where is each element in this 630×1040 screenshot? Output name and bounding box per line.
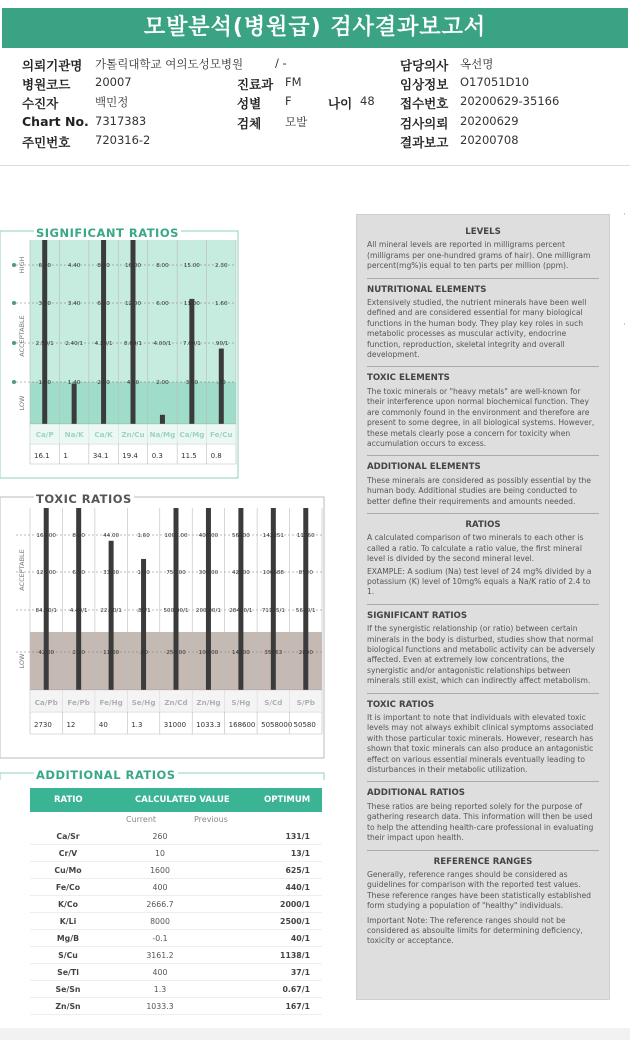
tick-label: 250.00 [166, 650, 186, 656]
tick-label: 2.50/1 [35, 341, 54, 347]
tick-label: 11.00 [103, 650, 120, 656]
tick-label: 12.00 [124, 301, 142, 307]
table-row [30, 828, 322, 845]
ratio-name: Ca/Sr [56, 832, 80, 841]
current-value: -0.1 [152, 934, 168, 943]
current-value: 1.3 [153, 985, 167, 994]
optimum-value: 167/1 [285, 1002, 310, 1011]
tick-label: 2.00 [156, 380, 169, 386]
tick-dot [12, 341, 16, 345]
zone-label: ACCEPTABLE [18, 549, 26, 591]
ratio-value-label: 11.5 [181, 452, 197, 460]
tick-label: 1000.00 [164, 533, 188, 539]
ratio-value-label: 2730 [34, 721, 52, 729]
additional-ratios-text: These ratios are being reported solely for the purpose of gathering research data. This information will then be used to help the attending health-care professional in evaluating their impact upon health. [367, 801, 594, 843]
tick-label: 4.00 [126, 380, 140, 386]
tick-label: 6.60 [72, 570, 85, 576]
table-body [30, 828, 322, 1015]
ratios-example: EXAMPLE: A sodium (Na) test level of 24 mg% divided by a potassium (K) level of 10mg% equals a Na/K ratio of 2.4 to 1. [367, 566, 592, 597]
report-date-value: 20200708 [460, 133, 519, 147]
zone-label: ACCEPTABLE [18, 315, 26, 357]
ratio-name: Zn/Sn [55, 1002, 81, 1011]
ratio-name: K/Co [58, 900, 78, 909]
institution-label: 의뢰기관명 [22, 58, 83, 73]
tick-label: 15.00 [183, 263, 200, 269]
tick-label: 11360 [296, 533, 315, 539]
clinical-info-label: 임상정보 [400, 77, 449, 92]
explanation-panel [356, 214, 610, 1000]
tick-label: 3.00 [38, 301, 51, 307]
tick-label: 2.40/1 [65, 341, 84, 347]
tick-label: .20 [216, 380, 226, 386]
ratio-name: Se/Sn [55, 985, 81, 994]
optimum-value: 131/1 [285, 832, 310, 841]
tick-label: 1.20 [137, 570, 150, 576]
table-row [30, 981, 322, 998]
age-value: 48 [360, 94, 375, 108]
tick-dot [12, 380, 16, 384]
current-value: 260 [152, 832, 168, 841]
tick-label: 126.00 [36, 570, 57, 576]
tick-label: 8.00 [156, 263, 169, 269]
current-value: 8000 [150, 917, 170, 926]
additional-elements-heading: ADDITIONAL ELEMENTS [367, 462, 481, 473]
edge-mark: · [623, 210, 626, 220]
tick-label: 6.00 [156, 301, 169, 307]
reference-ranges-text: Generally, reference ranges should be considered as guidelines for comparison with the reported test values. These reference ranges have been statistically established form studying a population of "healthy" individuals. [367, 869, 591, 911]
ratio-value-label: 1.3 [131, 721, 143, 729]
patient-name-label: 수진자 [22, 96, 59, 111]
nutritional-text: Extensively studied, the nutrient minerals have been well defined and are considered essential for many biological functions in the human body. They play key roles in such metabolic processes as muscular activity, endocrine function, reproduction, skeletal integrity and overall development. [367, 298, 587, 360]
ratio-value-label: 0.8 [210, 452, 222, 460]
additional-ratios-table [30, 788, 322, 1015]
tick-label: 3.00 [185, 380, 199, 386]
request-date-value: 20200629 [460, 114, 519, 128]
tick-label: 7.00/1 [182, 341, 201, 347]
patient-name-value: 백민정 [95, 95, 129, 109]
report-title: 모발분석(병원급) 검사결과보고서 [2, 8, 628, 48]
hospital-code-value: 20007 [95, 75, 132, 89]
toxic-elements-heading: TOXIC ELEMENTS [367, 373, 450, 384]
important-note: Important Note: The reference ranges should not be considered as absoulte limits for determining deficiency, toxicity or acceptance. [367, 915, 583, 946]
tick-label: 8.80 [72, 533, 85, 539]
panel-divider [367, 604, 599, 605]
tick-label: 8.00/1 [124, 341, 142, 347]
tick-label: 14200 [231, 650, 250, 656]
ratio-value-label: 31000 [163, 721, 187, 729]
request-date-label: 검사의뢰 [400, 116, 449, 131]
tick-label: 8.20 [97, 263, 110, 269]
tick-label: 1.60 [137, 533, 150, 539]
tick-label: .90/1 [214, 341, 229, 347]
table-row [30, 998, 322, 1015]
name-row-bg [30, 690, 322, 712]
table-subheader [30, 812, 322, 828]
ratios-heading: RATIOS [465, 519, 501, 530]
tick-label: 8520 [298, 570, 313, 576]
col-optimum-header: OPTIMUM [264, 795, 311, 805]
clinic-label: 진료과 [237, 77, 274, 92]
chart-no-label: Chart No. [22, 114, 89, 129]
tick-label: 28400/1 [229, 608, 253, 614]
tick-label: 100.00 [198, 650, 219, 656]
ratio-value-label: 34.1 [92, 452, 109, 460]
optimum-value: 0.67/1 [282, 985, 310, 994]
tick-label: 56800 [231, 533, 250, 539]
ratio-value-label: 168600 [228, 721, 256, 729]
ratio-value-label: 40 [98, 721, 108, 729]
ratio-charts [0, 0, 356, 780]
report-date-label: 결과보고 [400, 135, 449, 150]
reference-ranges-heading: REFERENCE RANGES [433, 856, 533, 867]
optimum-value: 37/1 [290, 968, 310, 977]
tick-label: 11.00 [183, 301, 200, 307]
current-value: 10 [155, 849, 165, 858]
current-value: 400 [152, 883, 168, 892]
specimen-value: 모발 [285, 115, 308, 129]
toxic-ratios-heading: TOXIC RATIOS [367, 699, 435, 710]
tick-label: .80/1 [136, 608, 151, 614]
toxic-ratios-text: It is important to note that individuals with elevated toxic levels may not always exhibit clinical symptoms associated with those particular toxic minerals. However, research has shown that toxic minerals can also produce an antagonistic effect on various essential minerals eventually leading to disturbances in their metabolic utilization. [367, 713, 594, 775]
previous-subheader: Previous [194, 815, 228, 824]
ratio-value-label: 19.4 [122, 452, 138, 460]
optimum-value: 440/1 [285, 883, 310, 892]
tick-label: 84.00/1 [35, 608, 57, 614]
tick-label: 6.20 [97, 301, 110, 307]
table-row [30, 879, 322, 896]
tick-label: 200.00/1 [195, 608, 221, 614]
tick-label: 750.00 [166, 570, 186, 576]
tick-label: 2840 [298, 650, 313, 656]
tick-dot [12, 263, 16, 267]
table-row [30, 896, 322, 913]
table-row [30, 913, 322, 930]
ratio-bar [189, 299, 194, 424]
ratio-value-label: 5058000 [261, 721, 293, 729]
levels-text: All mineral levels are reported in milligrams percent (milligrams per one-hundred grams of hair). One milligram percent(mg%)is equal to ten parts per million (ppm). [367, 240, 591, 271]
sex-label: 성별 [237, 96, 262, 111]
ratio-name: Se/Tl [57, 968, 79, 977]
chart-no-value: 7317383 [95, 114, 147, 128]
clinic-value: FM [285, 75, 302, 89]
ratio-name: S/Cu [58, 951, 78, 960]
ratio-bar [216, 349, 226, 424]
current-value: 1600 [150, 866, 170, 875]
ratio-value-label: 12 [66, 721, 76, 729]
table-row [30, 964, 322, 981]
optimum-value: 40/1 [290, 934, 310, 943]
panel-divider [367, 693, 599, 694]
ssn-value: 720316-2 [95, 133, 151, 147]
hospital-code-label: 병원코드 [22, 77, 71, 92]
current-subheader: Current [126, 815, 157, 824]
name-row-bg [30, 424, 236, 444]
sex-value: F [285, 94, 292, 108]
current-value: 400 [152, 968, 168, 977]
panel-divider [367, 366, 599, 367]
table-header [30, 788, 322, 812]
tick-label: 4.40 [67, 263, 81, 269]
toxic-ratios-title: TOXIC RATIOS [36, 492, 132, 506]
tick-label: 5680/1 [295, 608, 316, 614]
toxic-elements-text: The toxic minerals or "heavy metals" are well-known for their interference upon normal biochemical function. They are commonly found in the environment and therefore are present to some degree, in all biological systems. However, these metals clearly pose a concern for toxicity when accumulation occurs to excess. [367, 386, 595, 448]
tick-label: 16.00 [124, 263, 142, 269]
department-value: / - [275, 56, 287, 70]
ratio-value-label: 16.1 [34, 452, 50, 460]
tick-label: 4.20/1 [94, 341, 113, 347]
tick-label: 2.00 [97, 380, 110, 386]
nutritional-heading: NUTRITIONAL ELEMENTS [367, 284, 487, 295]
doctor-label: 담당의사 [400, 58, 449, 73]
optimum-value: 1138/1 [280, 951, 310, 960]
current-value: 1033.3 [146, 1002, 174, 1011]
panel-divider [367, 455, 599, 456]
specimen-label: 검체 [237, 116, 262, 131]
tick-label: 1.00 [38, 380, 51, 386]
ratio-bar [160, 415, 165, 424]
optimum-value: 625/1 [285, 866, 310, 875]
tick-label: 33.00 [103, 570, 120, 576]
tick-label: 44.00 [103, 533, 120, 539]
zone-label: HIGH [18, 256, 26, 274]
col-calculated-header: CALCULATED VALUE [135, 795, 230, 805]
panel-divider [367, 850, 599, 851]
optimum-value: 2500/1 [280, 917, 310, 926]
ratio-name: Fe/Co [55, 883, 81, 892]
panel-divider [367, 278, 599, 279]
clinical-info-value: O17051D10 [460, 75, 530, 89]
tick-label: .40 [139, 650, 149, 656]
tick-label: 500.00/1 [163, 608, 189, 614]
edge-mark: · [623, 320, 626, 330]
panel-divider [367, 513, 599, 514]
ssn-label: 주민번호 [22, 135, 71, 150]
optimum-value: 2000/1 [280, 900, 310, 909]
levels-heading: LEVELS [465, 227, 501, 237]
receipt-label: 접수번호 [400, 96, 449, 111]
table-row [30, 845, 322, 862]
ratio-name: K/Li [59, 917, 77, 926]
additional-ratios-title: ADDITIONAL RATIOS [36, 768, 176, 782]
tick-label: 3.40 [67, 301, 81, 307]
significant-ratios-heading: SIGNIFICANT RATIOS [367, 610, 468, 621]
doctor-value: 옥선명 [460, 57, 494, 71]
ratio-name: Cu/Mo [54, 866, 82, 875]
tick-label: 2.30 [215, 263, 228, 269]
age-label: 나이 [328, 96, 353, 111]
tick-label: 168.00 [36, 533, 57, 539]
tick-label: 2.20 [72, 650, 85, 656]
receipt-value: 20200629-35166 [460, 94, 560, 108]
tick-label: 106688 [262, 570, 285, 576]
tick-label: 1.60 [215, 301, 228, 307]
tick-label: 42.00 [38, 650, 55, 656]
tick-label: 1.40 [67, 380, 81, 386]
table-row [30, 947, 322, 964]
tick-label: 400.00 [198, 533, 219, 539]
significant-ratios-text: If the synergistic relationship (or ratio) between certain minerals in the body is disturbed, studies show that normal biological functions and metabolic activity can be adversely affected. Even at extremely low concentrations, the synergistic and/or antagonistic relationships between minerals still exist, which can indirectly affect metabolism. [367, 624, 596, 686]
footer-band [0, 1028, 630, 1040]
institution-value: 가톨릭대학교 여의도성모병원 [95, 57, 244, 71]
optimum-value: 13/1 [290, 849, 310, 858]
tick-dot [12, 301, 16, 305]
tick-label: 4.00/1 [153, 341, 172, 347]
ratio-value-label: 0.3 [151, 452, 163, 460]
tick-label: 142251 [262, 533, 285, 539]
table-row [30, 930, 322, 947]
ratio-value-label: 1 [63, 452, 68, 460]
current-value: 3161.2 [146, 951, 174, 960]
ratio-name: Cr/V [58, 849, 78, 858]
ratio-value-label: 1033.3 [196, 721, 221, 729]
col-ratio-header: RATIO [54, 795, 83, 805]
tick-label: 300.00 [198, 570, 219, 576]
current-value: 2666.7 [146, 900, 174, 909]
zone-label: LOW [18, 395, 26, 411]
ratio-bar [72, 384, 77, 424]
table-row [30, 862, 322, 879]
tick-label: 35563 [264, 650, 283, 656]
additional-elements-text: These minerals are considered as possibly essential by the human body. Additional studies are being conducted to better define their requirements and amounts needed. [367, 475, 592, 506]
tick-label: 42600 [231, 570, 250, 576]
panel-divider [367, 781, 599, 782]
tick-label: 6.00 [38, 263, 51, 269]
zone-label: LOW [18, 653, 26, 669]
ratio-bar [109, 541, 114, 690]
ratio-value-label: 50580 [293, 721, 316, 729]
ratios-text: A calculated comparison of two minerals to each other is called a ratio. To calculate a ratio value, the first mineral level is divided by the second mineral level. [367, 533, 584, 564]
additional-ratios-heading: ADDITIONAL RATIOS [367, 788, 465, 799]
tick-label: 22.00/1 [100, 608, 122, 614]
significant-ratios-title: SIGNIFICANT RATIOS [36, 226, 179, 240]
tick-label: 71125/1 [261, 608, 285, 614]
tick-label: 4.40/1 [69, 608, 88, 614]
ratio-name: Mg/B [56, 934, 80, 943]
